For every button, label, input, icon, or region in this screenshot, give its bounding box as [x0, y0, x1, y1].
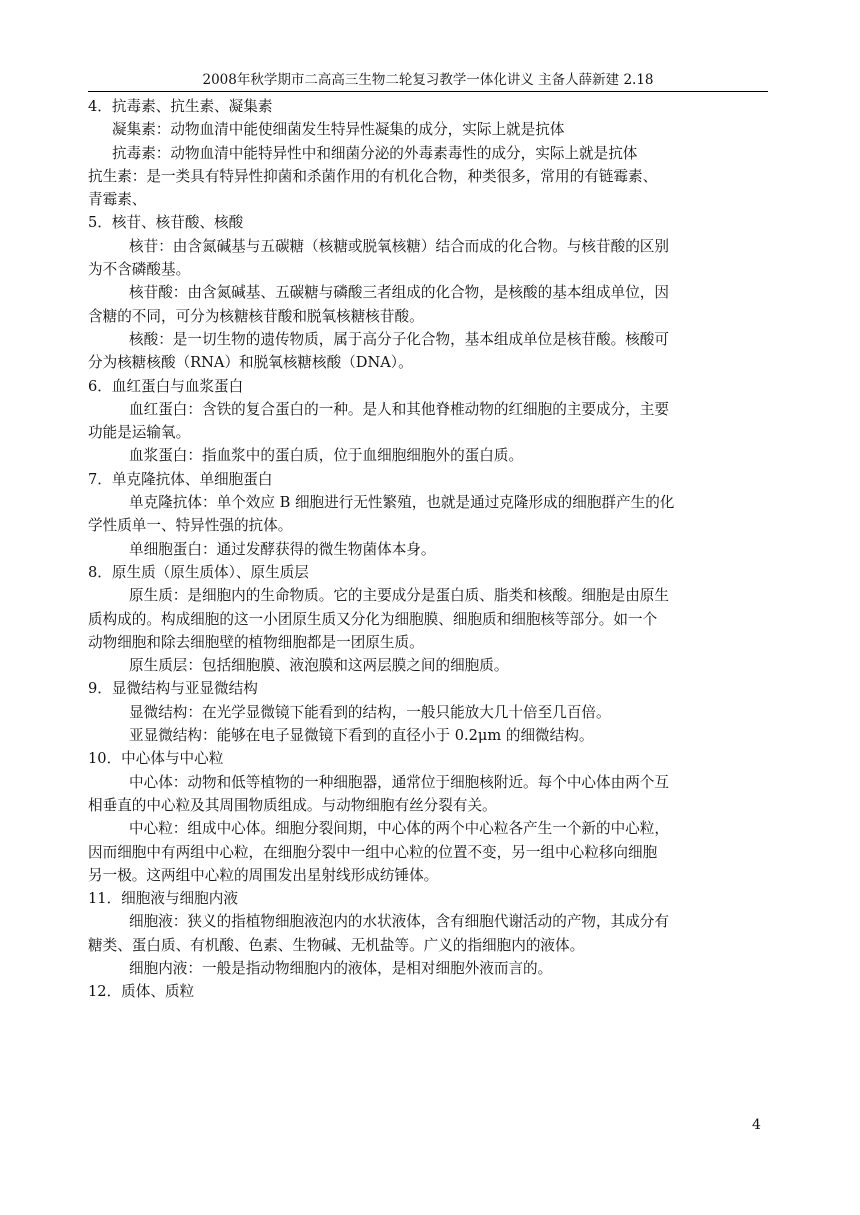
text-line: 5．核苷、核苷酸、核酸 — [88, 214, 244, 232]
text-line: 抗生素：是一类具有特异性抑菌和杀菌作用的有机化合物，种类很多，常用的有链霉素、 — [88, 167, 658, 185]
text-line: 功能是运输氧。 — [88, 424, 191, 442]
text-line: 单克隆抗体：单个效应 B 细胞进行无性繁殖，也就是通过克隆形成的细胞群产生的化 — [129, 494, 675, 512]
text-line: 核苷：由含氮碱基与五碳糖（核糖或脱氧核糖）结合而成的化合物。与核苷酸的区别 — [129, 237, 669, 255]
text-line: 单细胞蛋白：通过发酵获得的微生物菌体本身。 — [129, 540, 436, 558]
text-line: 7．单克隆抗体、单细胞蛋白 — [88, 470, 273, 488]
text-line: 分为核糖核酸（RNA）和脱氧核糖核酸（DNA）。 — [88, 354, 413, 372]
text-line: 11．细胞液与细胞内液 — [88, 890, 238, 908]
text-line: 含糖的不同，可分为核糖核苷酸和脱氧核糖核苷酸。 — [88, 307, 424, 325]
text-line: 8．原生质（原生质体）、原生质层 — [88, 563, 309, 581]
text-line: 原生质：是细胞内的生命物质。它的主要成分是蛋白质、脂类和核酸。细胞是由原生 — [129, 587, 669, 605]
page-number: 4 — [752, 1117, 761, 1133]
page-header: 2008年秋学期市二高高三生物二轮复习教学一体化讲义 主备人薛新建 2.18 — [202, 72, 654, 88]
text-line: 核苷酸：由含氮碱基、五碳糖与磷酸三者组成的化合物，是核酸的基本组成单位，因 — [129, 284, 669, 302]
text-line: 血浆蛋白：指血浆中的蛋白质，位于血细胞细胞外的蛋白质。 — [129, 447, 524, 465]
text-line: 6．血红蛋白与血浆蛋白 — [88, 377, 244, 395]
text-line: 9．显微结构与亚显微结构 — [88, 680, 258, 698]
text-line: 细胞液：狭义的指植物细胞液泡内的水状液体，含有细胞代谢活动的产物，其成分有 — [129, 913, 669, 931]
text-line: 相垂直的中心粒及其周围物质组成。与动物细胞有丝分裂有关。 — [88, 796, 497, 814]
text-line: 因而细胞中有两组中心粒，在细胞分裂中一组中心粒的位置不变，另一组中心粒移向细胞 — [88, 843, 658, 861]
text-line: 动物细胞和除去细胞壁的植物细胞都是一团原生质。 — [88, 633, 424, 651]
document-body — [88, 95, 768, 1004]
text-line: 抗毒素：动物血清中能特异性中和细菌分泌的外毒素毒性的成分，实际上就是抗体 — [112, 144, 638, 162]
text-line: 青霉素、 — [88, 191, 147, 209]
text-line: 10．中心体与中心粒 — [88, 750, 224, 768]
text-line: 另一极。这两组中心粒的周围发出星射线形成纺锤体。 — [88, 866, 439, 884]
text-line: 细胞内液：一般是指动物细胞内的液体，是相对细胞外液而言的。 — [129, 959, 553, 977]
text-line: 凝集素：动物血清中能使细菌发生特异性凝集的成分，实际上就是抗体 — [112, 121, 565, 139]
text-line: 中心粒：组成中心体。细胞分裂间期，中心体的两个中心粒各产生一个新的中心粒， — [129, 820, 669, 838]
text-line: 显微结构：在光学显微镜下能看到的结构，一般只能放大几十倍至几百倍。 — [129, 703, 611, 721]
text-line: 糖类、蛋白质、有机酸、色素、生物碱、无机盐等。广义的指细胞内的液体。 — [88, 936, 585, 954]
text-line: 核酸：是一切生物的遗传物质，属于高分子化合物，基本组成单位是核苷酸。核酸可 — [129, 330, 669, 348]
text-line: 12．质体、质粒 — [88, 983, 195, 1001]
text-line: 学性质单一、特异性强的抗体。 — [88, 517, 293, 535]
text-line: 原生质层：包括细胞膜、液泡膜和这两层膜之间的细胞质。 — [129, 657, 509, 675]
text-line: 亚显微结构：能够在电子显微镜下看到的直径小于 0.2μm 的细微结构。 — [129, 727, 594, 745]
text-line: 血红蛋白：含铁的复合蛋白的一种。是人和其他脊椎动物的红细胞的主要成分，主要 — [129, 400, 669, 418]
text-line: 4．抗毒素、抗生素、凝集素 — [88, 98, 273, 115]
text-line: 为不含磷酸基。 — [88, 261, 191, 279]
text-line: 中心体：动物和低等植物的一种细胞器，通常位于细胞核附近。每个中心体由两个互 — [129, 773, 669, 791]
text-line: 质构成的。构成细胞的这一小团原生质又分化为细胞膜、细胞质和细胞核等部分。如一个 — [88, 610, 658, 628]
header-rule — [88, 91, 768, 92]
